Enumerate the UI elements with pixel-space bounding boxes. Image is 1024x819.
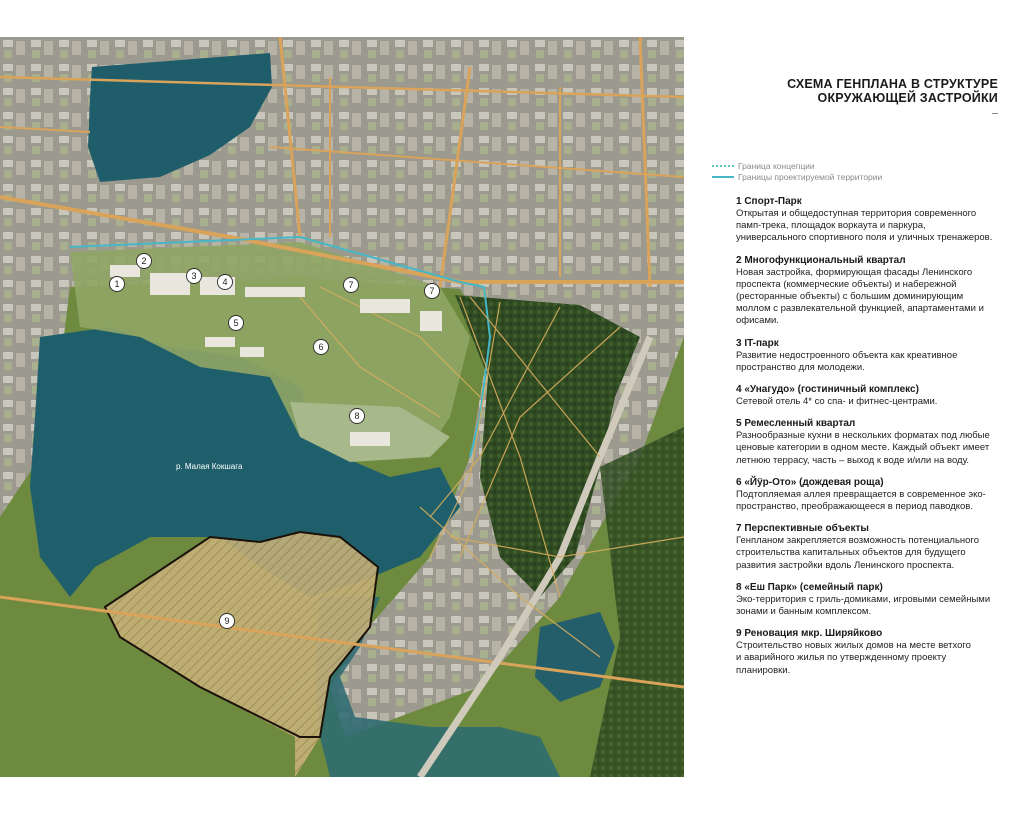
river-label: р. Малая Кокшага <box>176 462 243 471</box>
marker-7a[interactable] <box>344 278 359 293</box>
description-line: летнюю террасу, часть – выход к воде и/или на воду. <box>736 454 970 466</box>
object-title: 4 «Унагудо» (гостиничный комплекс) <box>736 384 919 396</box>
description-line: проспекта (коммерческие объекты) и набережной <box>736 278 957 290</box>
legend-label: Границы проектируемой территории <box>738 171 883 182</box>
marker-1[interactable] <box>110 277 125 292</box>
object-description <box>736 267 1021 328</box>
description-line: ценовые категории в одном месте. Каждый объект имеет <box>736 442 990 454</box>
object-description <box>736 350 1021 374</box>
description-line: моллом с развлекательной функцией, апартаментами и <box>736 303 984 315</box>
dotted-line-swatch <box>712 165 734 167</box>
marker-9[interactable] <box>220 614 235 629</box>
title-divider <box>992 113 998 114</box>
page-title <box>787 77 998 105</box>
description-line: развития застройки вдоль Ленинского проспекта. <box>736 559 955 571</box>
object-item-2 <box>736 254 1021 328</box>
legend-panel <box>684 37 1024 777</box>
description-line: Генпланом закрепляется возможность потенциального <box>736 535 979 547</box>
object-item-6 <box>736 476 1021 513</box>
description-line: зонами и банным комплексом. <box>736 606 872 618</box>
description-line: строительства капитальных объектов для будущего <box>736 547 966 559</box>
description-line: пространство, преображающееся в период паводков. <box>736 501 973 513</box>
marker-3[interactable] <box>187 269 202 284</box>
description-line: пространство для молодежи. <box>736 361 865 373</box>
description-line: Открытая и общедоступная территория современного <box>736 208 977 219</box>
object-list <box>736 195 1021 686</box>
marker-8[interactable] <box>350 409 365 424</box>
object-item-8 <box>736 581 1021 618</box>
object-description <box>736 640 1021 677</box>
description-line: универсального спортивного поля и уличных тренажеров. <box>736 232 993 244</box>
marker-label: 4 <box>222 277 228 287</box>
object-item-5 <box>736 417 1021 467</box>
object-item-1 <box>736 195 1021 245</box>
description-line: и аварийного жилья по утвержденному проекту <box>736 652 947 664</box>
legend-project-boundary <box>712 171 882 182</box>
marker-label: 6 <box>318 342 324 352</box>
object-description <box>736 594 1021 618</box>
marker-7b[interactable] <box>425 284 440 299</box>
description-line: Развитие недостроенного объекта как креативное <box>736 349 958 361</box>
object-title: 3 IT-парк <box>736 337 779 349</box>
object-item-7 <box>736 522 1021 572</box>
marker-5[interactable] <box>229 316 244 331</box>
marker-6[interactable] <box>314 340 329 355</box>
object-description <box>736 396 1021 408</box>
marker-label: 8 <box>354 411 360 421</box>
object-title: 8 «Еш Парк» (семейный парк) <box>736 581 883 593</box>
object-item-9 <box>736 627 1021 677</box>
description-line: Сетевой отель 4* со спа- и фитнес-центрами. <box>736 396 938 408</box>
description-line: Новая застройка, формирующая фасады Ленинского <box>736 266 973 278</box>
object-title: 9 Реновация мкр. Ширяйково <box>736 628 883 640</box>
object-title: 6 «Йӱр-Ото» (дождевая роща) <box>736 476 884 488</box>
object-item-3 <box>736 337 1021 374</box>
marker-label: 7 <box>429 286 435 296</box>
description-line: планировки. <box>736 664 791 676</box>
aerial-masterplan-map <box>0 37 684 777</box>
object-description <box>736 430 1021 467</box>
map-legend <box>712 160 882 182</box>
object-description <box>736 535 1021 572</box>
object-title: 1 Спорт-Парк <box>736 196 802 207</box>
marker-label: 9 <box>224 616 230 626</box>
description-line: Разнообразные кухни в нескольких форматах под любые <box>736 430 990 442</box>
object-title: 5 Ремесленный квартал <box>736 418 856 430</box>
object-description <box>736 489 1021 513</box>
title-line-1: СХЕМА ГЕНПЛАНА В СТРУКТУРЕ <box>787 77 998 91</box>
description-line: Эко-территория с гриль-домиками, игровыми семейными <box>736 593 991 605</box>
marker-label: 3 <box>191 271 197 281</box>
object-title: 2 Многофункциональный квартал <box>736 254 906 266</box>
object-description <box>736 208 1021 245</box>
marker-label: 5 <box>233 318 239 328</box>
object-item-4 <box>736 383 1021 408</box>
marker-label: 2 <box>141 256 147 266</box>
description-line: Подтопляемая аллея превращается в современное эко- <box>736 488 986 500</box>
description-line: памп-трека, площадок воркаута и паркура, <box>736 220 926 232</box>
description-line: Строительство новых жилых домов на месте ветхого <box>736 640 971 652</box>
marker-label: 7 <box>348 280 354 290</box>
legend-label: Граница концепции <box>738 160 815 171</box>
title-line-2: ОКРУЖАЮЩЕЙ ЗАСТРОЙКИ <box>817 91 998 105</box>
description-line: офисами. <box>736 315 779 327</box>
marker-label: 1 <box>114 279 120 289</box>
object-title: 7 Перспективные объекты <box>736 523 869 535</box>
legend-concept-boundary <box>712 160 882 171</box>
solid-line-swatch <box>712 176 734 178</box>
description-line: (ресторанные объекты) с большим доминирующим <box>736 291 964 303</box>
marker-2[interactable] <box>137 254 152 269</box>
marker-4[interactable] <box>218 275 233 290</box>
